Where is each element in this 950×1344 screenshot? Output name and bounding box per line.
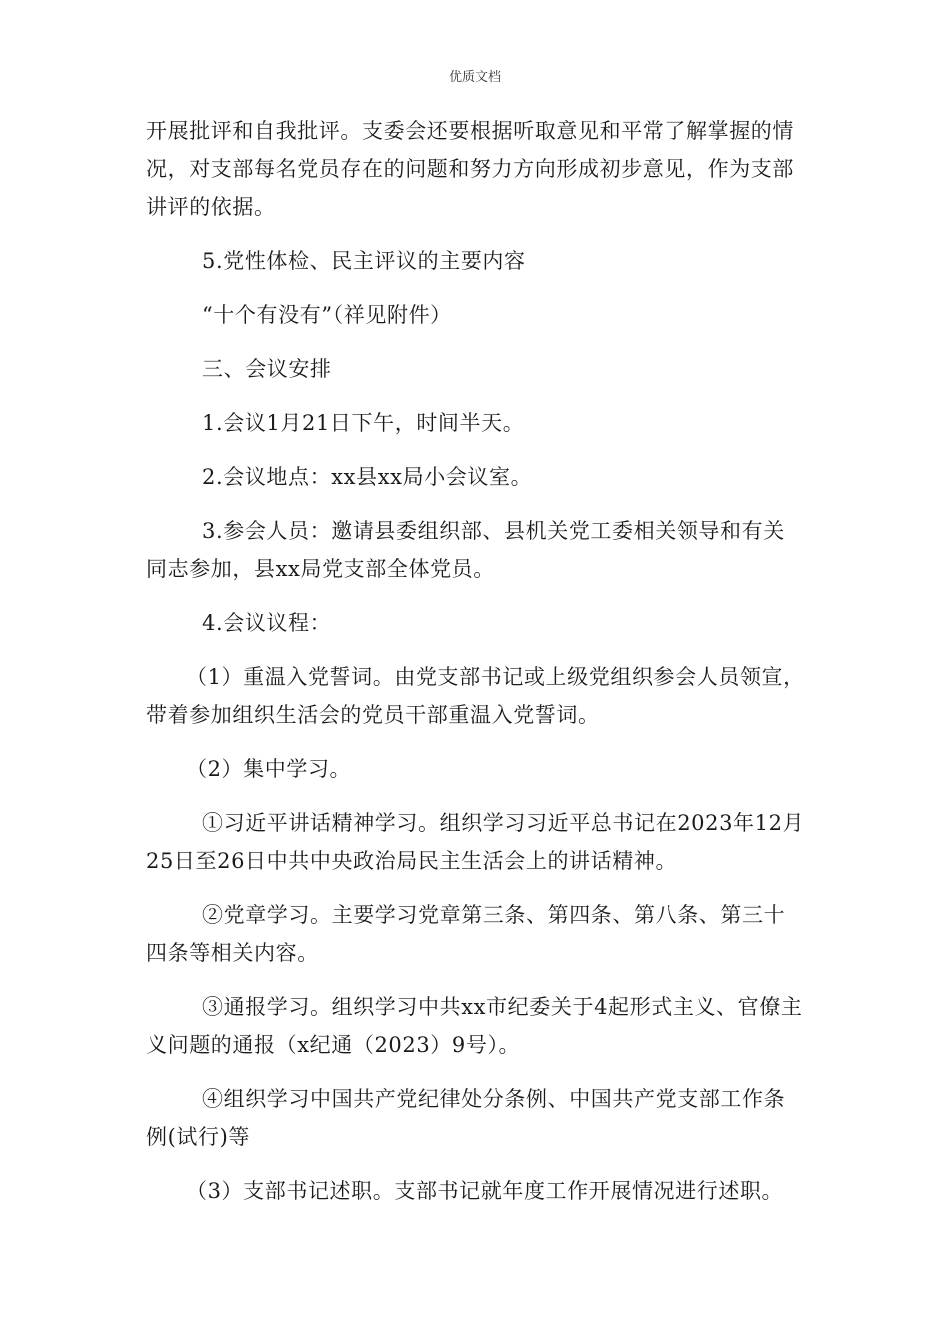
list-item: ②党章学习。主要学习党章第三条、第四条、第八条、第三十四条等相关内容。 — [146, 903, 786, 965]
list-item: ③通报学习。组织学习中共xx市纪委关于4起形式主义、官僚主义问题的通报（x纪通（2023）9号）。 — [146, 995, 803, 1057]
document-body — [146, 112, 806, 1210]
section-heading: 三、会议安排 — [202, 357, 332, 381]
list-item: （1）重温入党誓词。由党支部书记或上级党组织参会人员领宣，带着参加组织生活会的党员干部重温入党誓词。 — [146, 665, 805, 727]
list-item: （3）支部书记述职。支部书记就年度工作开展情况进行述职。 — [186, 1179, 784, 1203]
section-heading: 5.党性体检、民主评议的主要内容 — [202, 249, 526, 273]
list-item: ①习近平讲话精神学习。组织学习习近平总书记在2023年12月25日至26日中共中央政治局民主生活会上的讲话精神。 — [146, 811, 805, 873]
paragraph: “十个有没有”（祥见附件） — [202, 303, 452, 327]
paragraph: 开展批评和自我批评。支委会还要根据听取意见和平常了解掌握的情况，对支部每名党员存在的问题和努力方向形成初步意见，作为支部讲评的依据。 — [146, 119, 794, 219]
list-item: 2.会议地点：xx县xx局小会议室。 — [202, 465, 533, 489]
page-header: 优质文档 — [448, 70, 501, 85]
list-item: ④组织学习中国共产党纪律处分条例、中国共产党支部工作条例(试行)等 — [146, 1087, 786, 1149]
list-item: 4.会议议程： — [202, 611, 332, 635]
list-item: 3.参会人员：邀请县委组织部、县机关党工委相关领导和有关同志参加，县xx局党支部全体党员。 — [146, 519, 785, 581]
list-item: 1.会议1月21日下午，时间半天。 — [202, 411, 525, 435]
list-item: （2）集中学习。 — [186, 757, 352, 781]
